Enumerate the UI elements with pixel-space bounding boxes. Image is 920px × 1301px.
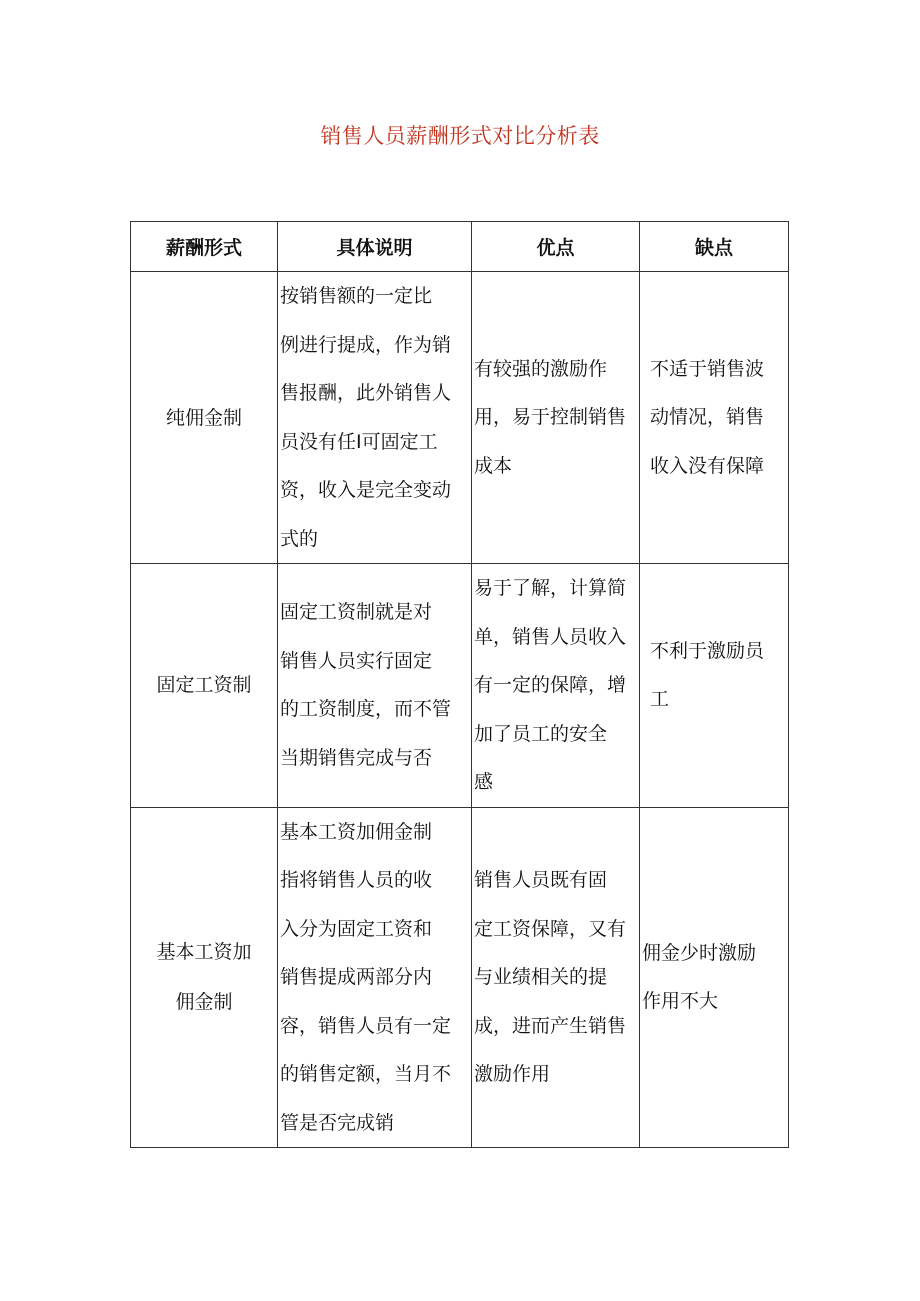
disadvantages-text: 不利于激励员 工 bbox=[650, 639, 765, 711]
disadvantages-text: 佣金少时激励 作用不大 bbox=[642, 941, 757, 1013]
table-row bbox=[131, 272, 789, 564]
advantages-cell bbox=[472, 272, 640, 564]
advantages-text: 有较强的激励作 用，易于控制销售 成本 bbox=[474, 357, 627, 477]
salary-form-cell bbox=[131, 807, 278, 1148]
disadvantages-cell bbox=[640, 564, 789, 808]
salary-form-cell bbox=[131, 272, 278, 564]
salary-form-text: 固定工资制 bbox=[156, 674, 252, 697]
advantages-cell bbox=[472, 564, 640, 808]
header-disadvantages: 缺点 bbox=[640, 222, 789, 272]
table-header-row bbox=[131, 222, 789, 272]
document-title: 销售人员薪酬形式对比分析表 bbox=[320, 124, 600, 148]
salary-comparison-table bbox=[130, 221, 789, 1148]
description-text: 固定工资制就是对 销售人员实行固定 的工资制度，而不管 当期销售完成与否 bbox=[280, 601, 452, 769]
salary-form-text: 纯佣金制 bbox=[165, 406, 242, 429]
salary-form-cell bbox=[131, 564, 278, 808]
header-description: 具体说明 bbox=[278, 222, 472, 272]
description-cell bbox=[278, 564, 472, 808]
description-text: 基本工资加佣金制 指将销售人员的收 入分为固定工资和 销售提成两部分内 容，销售人员有一定 的销售定额，当月不 管是否完成销 bbox=[280, 820, 452, 1134]
advantages-text: 销售人员既有固 定工资保障，又有 与业绩相关的提 成，进而产生销售 激励作用 bbox=[474, 869, 627, 1085]
description-cell bbox=[278, 807, 472, 1148]
description-text: 按销售额的一定比 例进行提成，作为销 售报酬，此外销售人 员没有任I可固定工 资，收入是完全变动 式的 bbox=[280, 285, 452, 550]
header-advantages: 优点 bbox=[472, 222, 640, 272]
advantages-text: 易于了解，计算简 单，销售人员收入 有一定的保障，增 加了员工的安全 感 bbox=[474, 577, 627, 793]
description-cell bbox=[278, 272, 472, 564]
disadvantages-cell bbox=[640, 272, 789, 564]
advantages-cell bbox=[472, 807, 640, 1148]
disadvantages-cell bbox=[640, 807, 789, 1148]
table-row bbox=[131, 564, 789, 808]
header-salary-form: 薪酬形式 bbox=[131, 222, 278, 272]
table-row bbox=[131, 807, 789, 1148]
disadvantages-text: 不适于销售波 动情况，销售 收入没有保障 bbox=[650, 357, 765, 477]
salary-form-text: 基本工资加 佣金制 bbox=[156, 941, 252, 1014]
